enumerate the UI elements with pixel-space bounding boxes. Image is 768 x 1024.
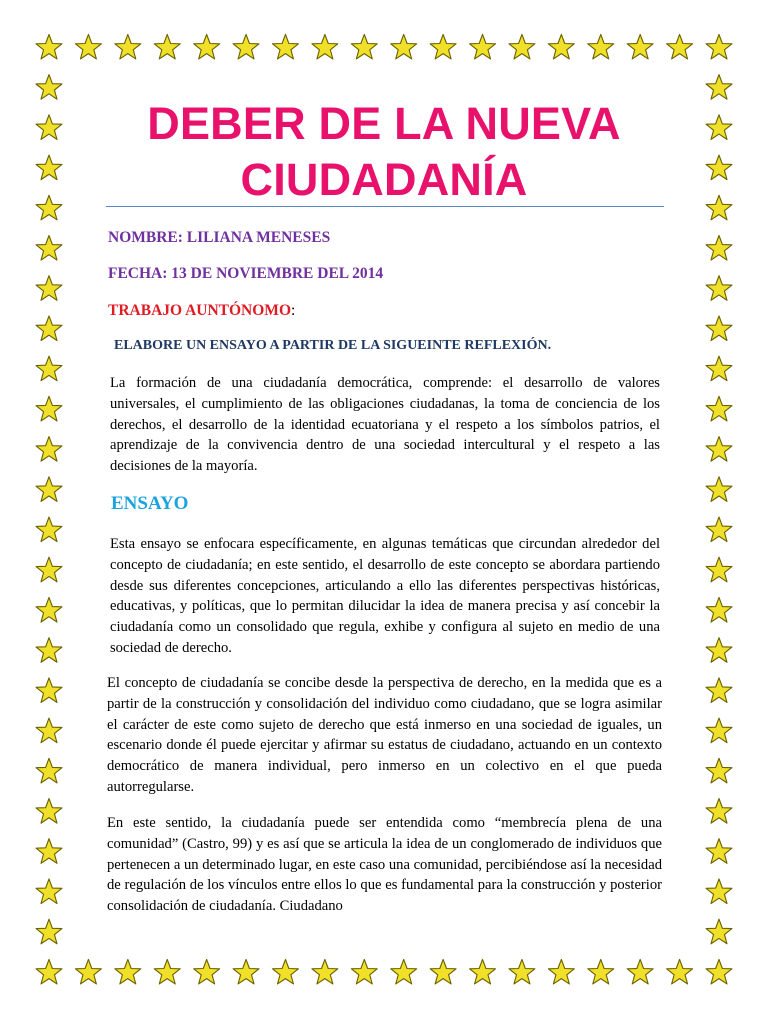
student-name: NOMBRE: LILIANA MENESES [108,229,331,246]
essay-paragraph-2: El concepto de ciudadanía se concibe desde la perspectiva de derecho, en la medida que es a partir de la construcción y consolidación del individuo como ciudadano, que se logra asimilar el carácter de este como sujeto de derecho que está inmerso en una sociedad de iguales, un escenario donde él puede ejercitar y afirmar su estatus de ciudadano, actuando en un contexto democrático de manera individual, pero inmerso en un colectivo en el que pueda autorregularse. [107,675,662,795]
essay-paragraph-1: Esta ensayo se enfocara específicamente, en algunas temáticas que circundan alrededor del concepto de ciudadanía; en este sentido, el desarrollo de este concepto se abordara partiendo desde sus diferentes concepciones, articulando a ello las diferentes perspectivas históricas, educativas, y políticas, que lo permitan dilucidar la idea de manera precisa y así concebir la ciudadanía como un consolidado que regula, exhibe y configura al sujeto en medio de una sociedad de derecho. [110,536,660,656]
title-line-2: CIUDADANÍA [240,154,528,205]
title-divider [106,206,664,207]
essay-paragraph-3: En este sentido, la ciudadanía puede ser entendida como “membrecía plena de una comunidad” (Castro, 99) y es así que se articula la idea de un conglomerado de individuos que pertenecen a un determinado lugar, en este caso una comunidad, percibiéndose así la necesidad de regulación de los vínculos entre ellos lo que es fundamental para la construcción y posterior consolidación de ciudadanía. Ciudadano [107,815,662,915]
date-line: FECHA: 13 DE NOVIEMBRE DEL 2014 [108,265,384,282]
document-title [110,96,658,208]
instruction-text: ELABORE UN ENSAYO A PARTIR DE LA SIGUEINTE REFLEXIÓN. [114,338,552,353]
assignment-colon: : [291,302,296,319]
assignment-type [108,302,295,320]
reflection-paragraph: La formación de una ciudadanía democrática, comprende: el desarrollo de valores universales, el cumplimiento de las obligaciones ciudadanas, la toma de conciencia de los derechos, el desarrollo de la identidad ecuatoriana y el respeto a los símbolos patrios, el aprendizaje de la convivencia dentro de una sociedad intercultural y el respeto a las decisiones de la mayoría. [110,375,660,475]
title-line-1: DEBER DE LA NUEVA [147,98,621,149]
assignment-label: TRABAJO AUNTÓNOMO [108,302,291,319]
section-heading: ENSAYO [111,493,189,514]
